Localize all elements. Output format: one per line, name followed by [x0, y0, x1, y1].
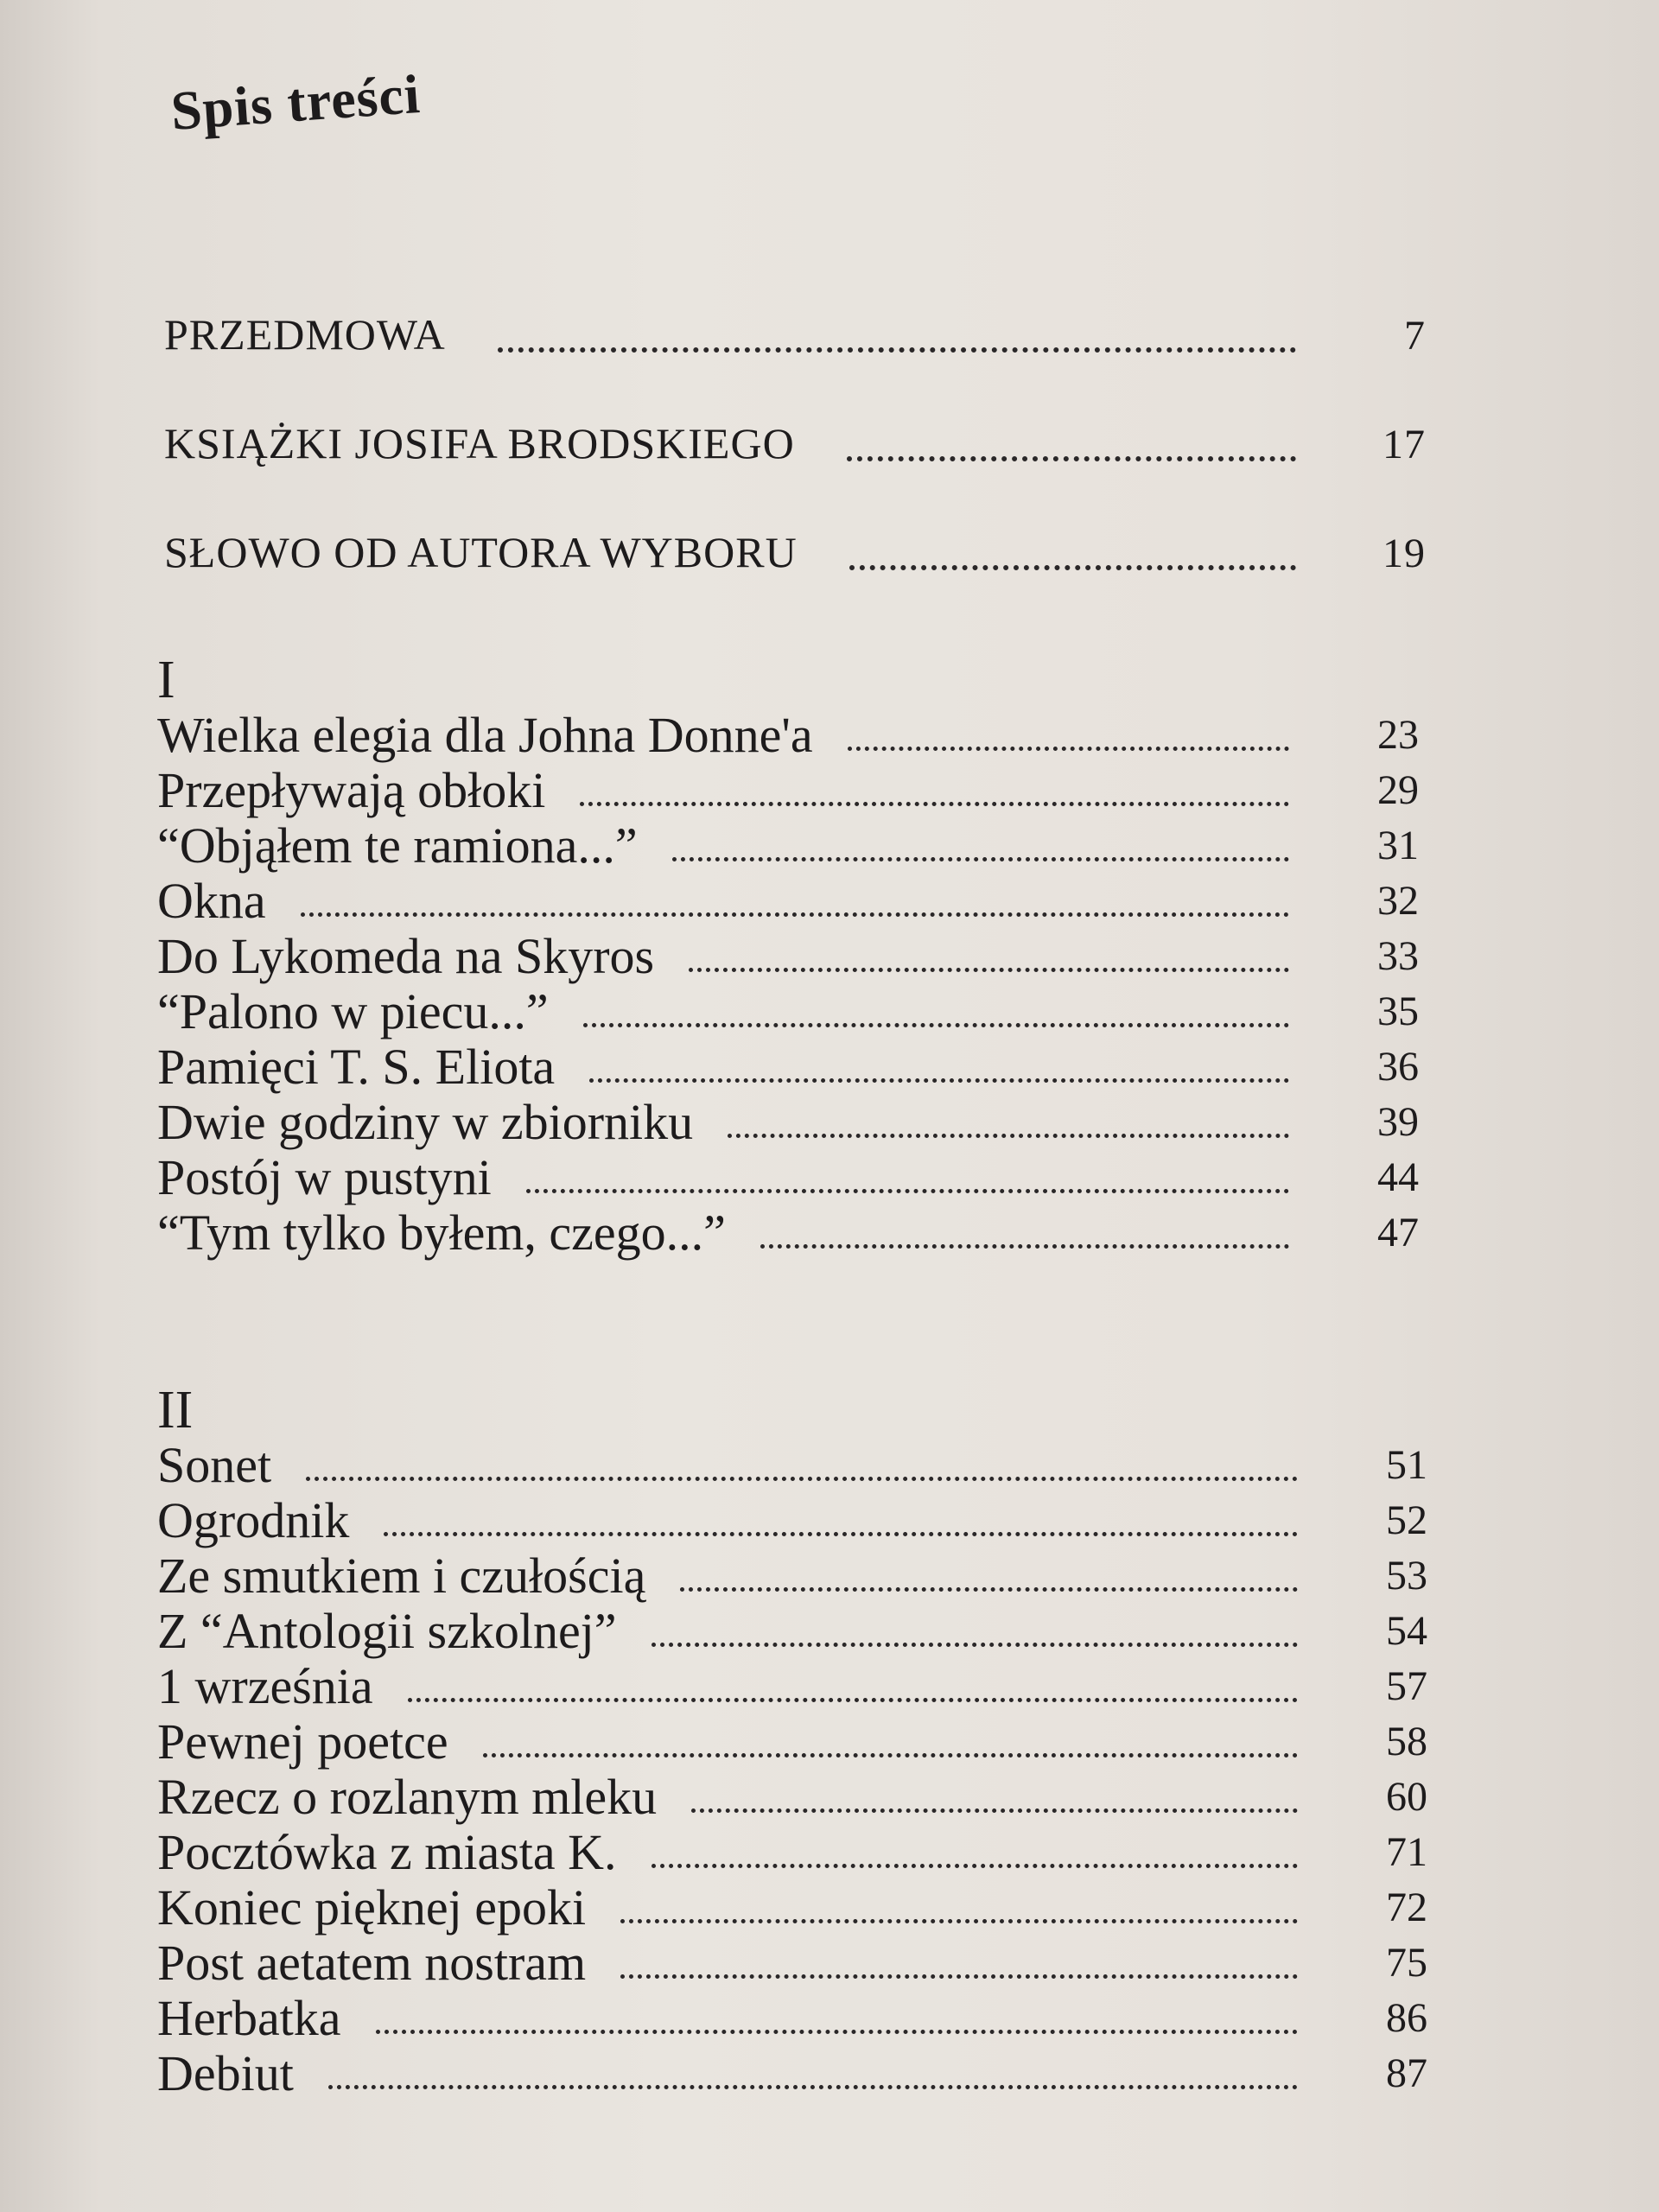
dot-leader — [583, 1023, 1289, 1027]
toc-entry-page: 58 — [1386, 1719, 1427, 1764]
toc-entry — [157, 1825, 1427, 1880]
dot-leader — [328, 2085, 1298, 2089]
dot-leader — [652, 1643, 1298, 1647]
toc-entry — [157, 984, 1419, 1039]
toc-entry-title: Postój w pustyni — [157, 1149, 492, 1205]
toc-entry — [157, 1991, 1427, 2046]
dot-leader — [689, 968, 1289, 972]
dot-leader — [620, 1919, 1298, 1923]
toc-entry — [157, 2046, 1427, 2101]
toc-entry-page: 32 — [1377, 878, 1419, 924]
toc-entry-title: “Tym tylko byłem, czego...” — [157, 1205, 726, 1261]
dot-leader — [498, 347, 1296, 353]
toc-entry — [157, 929, 1419, 984]
toc-entry — [157, 1604, 1427, 1659]
toc-entry — [157, 1039, 1419, 1095]
toc-entry-title: Dwie godziny w zbiorniku — [157, 1094, 694, 1150]
dot-leader — [620, 1974, 1298, 1979]
section-heading: II — [157, 1381, 194, 1440]
toc-entry — [157, 1548, 1427, 1604]
toc-entry-page: 54 — [1386, 1608, 1427, 1654]
toc-entry-page: 87 — [1386, 2050, 1427, 2096]
toc-entry — [157, 708, 1419, 763]
dot-leader — [691, 1808, 1298, 1813]
toc-entry-title: “Objąłem te ramiona...” — [157, 817, 638, 874]
toc-entry-title: Wielka elegia dla Johna Donne'a — [157, 707, 813, 763]
toc-entry-title: Pewnej poetce — [157, 1713, 448, 1770]
toc-entry-title: PRZEDMOWA — [164, 310, 446, 359]
toc-entry-page: 39 — [1377, 1099, 1419, 1145]
toc-entry-title: SŁOWO OD AUTORA WYBORU — [164, 528, 798, 576]
toc-entry-title: Do Lykomeda na Skyros — [157, 928, 655, 984]
dot-leader — [483, 1753, 1298, 1758]
toc-entry-title: Post aetatem nostram — [157, 1935, 587, 1991]
toc-entry-title: Z “Antologii szkolnej” — [157, 1603, 617, 1659]
dot-leader — [848, 747, 1289, 751]
toc-entry-title: Debiut — [157, 2045, 294, 2101]
toc-entry-title: Pamięci T. S. Eliota — [157, 1039, 556, 1095]
page-title: Spis treści — [168, 62, 423, 142]
toc-entry-page: 35 — [1377, 988, 1419, 1034]
toc-entry — [157, 1205, 1419, 1261]
toc-entry-page: 52 — [1386, 1497, 1427, 1543]
toc-entry-page: 31 — [1377, 823, 1419, 868]
toc-entry-page: 7 — [1404, 313, 1426, 359]
section-two — [157, 1382, 1427, 2101]
toc-entry — [157, 818, 1419, 874]
dot-leader — [672, 857, 1289, 861]
toc-entry — [157, 763, 1419, 818]
toc-entry — [157, 1493, 1427, 1548]
toc-entry-title: Ze smutkiem i czułością — [157, 1548, 646, 1604]
dot-leader — [526, 1189, 1289, 1193]
toc-entry — [157, 1438, 1427, 1493]
toc-entry-page: 51 — [1386, 1442, 1427, 1488]
dot-leader — [652, 1864, 1298, 1868]
section-heading: I — [157, 651, 175, 709]
dot-leader — [680, 1587, 1298, 1592]
toc-entry-page: 29 — [1377, 767, 1419, 813]
dot-leader — [849, 565, 1296, 570]
toc-entry-title: Okna — [157, 873, 266, 929]
dot-leader — [728, 1134, 1289, 1138]
toc-entry — [164, 468, 1426, 577]
toc-entry-title: Przepływają obłoki — [157, 762, 546, 818]
toc-entry-page: 71 — [1386, 1829, 1427, 1875]
toc-entry-title: KSIĄŻKI JOSIFA BRODSKIEGO — [164, 419, 795, 467]
toc-entry-title: Herbatka — [157, 1990, 341, 2046]
toc-entry — [157, 1714, 1427, 1770]
toc-entry — [157, 1770, 1427, 1825]
toc-entry — [157, 1150, 1419, 1205]
toc-entry-page: 47 — [1377, 1210, 1419, 1255]
toc-entry — [157, 874, 1419, 929]
dot-leader — [306, 1477, 1298, 1481]
toc-entry — [157, 1936, 1427, 1991]
toc-entry — [157, 1659, 1427, 1714]
dot-leader — [847, 456, 1296, 461]
dot-leader — [580, 802, 1289, 806]
dot-leader — [589, 1078, 1289, 1083]
toc-entry — [157, 1095, 1419, 1150]
toc-entry-page: 57 — [1386, 1663, 1427, 1709]
section-one — [157, 652, 1419, 1261]
toc-entry — [157, 1880, 1427, 1936]
toc-entry-page: 33 — [1377, 933, 1419, 979]
toc-entry-page: 86 — [1386, 1995, 1427, 2041]
toc-entry-title: Rzecz o rozlanym mleku — [157, 1769, 658, 1825]
toc-entry-title: Koniec pięknej epoki — [157, 1879, 587, 1936]
toc-entry — [164, 359, 1426, 468]
toc-entry-page: 23 — [1377, 712, 1419, 758]
toc-entry-page: 75 — [1386, 1940, 1427, 1986]
toc-entry-title: “Palono w piecu...” — [157, 983, 549, 1039]
toc-entry-title: Ogrodnik — [157, 1492, 350, 1548]
toc-entry-page: 53 — [1386, 1553, 1427, 1599]
dot-leader — [301, 912, 1289, 917]
toc-entry — [164, 251, 1426, 359]
toc-entry-title: Sonet — [157, 1437, 272, 1493]
toc-entry-title: 1 września — [157, 1658, 373, 1714]
dot-leader — [384, 1532, 1298, 1536]
toc-entry-page: 72 — [1386, 1885, 1427, 1930]
front-matter-list — [164, 251, 1426, 577]
toc-entry-page: 19 — [1382, 531, 1426, 576]
toc-entry-page: 36 — [1377, 1044, 1419, 1090]
dot-leader — [376, 2030, 1298, 2034]
toc-entry-page: 17 — [1382, 422, 1426, 467]
toc-entry-page: 60 — [1386, 1774, 1427, 1820]
dot-leader — [408, 1698, 1298, 1702]
toc-entry-page: 44 — [1377, 1154, 1419, 1200]
toc-entry-title: Pocztówka z miasta K. — [157, 1824, 617, 1880]
dot-leader — [760, 1244, 1289, 1249]
